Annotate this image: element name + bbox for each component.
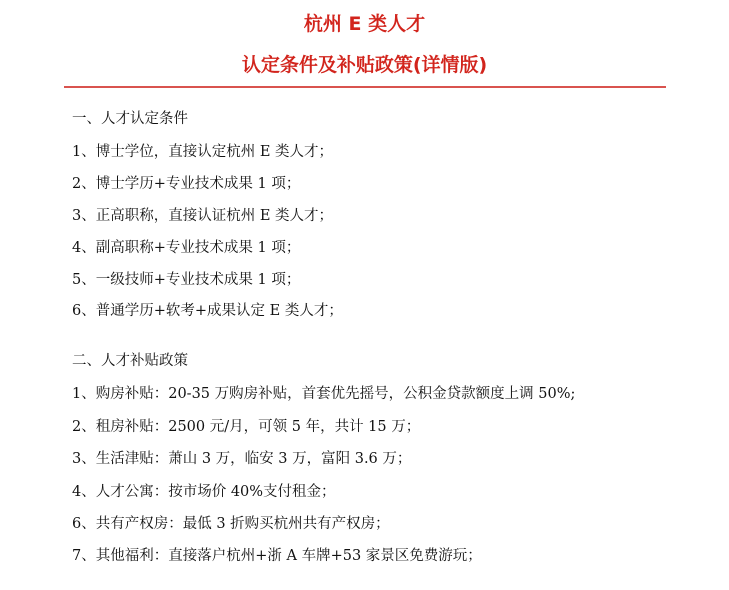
subsidy-item: 1、购房补贴：20-35 万购房补贴，首套优先摇号，公积金贷款额度上调 50%; (72, 386, 576, 402)
section-heading-subsidies: 二、人才补贴政策 (72, 353, 188, 369)
subsidy-item: 6、共有产权房：最低 3 折购买杭州共有产权房； (72, 516, 390, 532)
title-divider (64, 86, 666, 88)
subsidy-item: 7、其他福利：直接落户杭州+浙 A 车牌+53 家景区免费游玩； (72, 548, 482, 564)
subsidy-item: 4、人才公寓：按市场价 40%支付租金； (72, 484, 336, 500)
section-heading-eligibility: 一、人才认定条件 (72, 111, 188, 127)
document-subtitle: 认定条件及补贴政策(详情版) (241, 54, 488, 76)
eligibility-item: 3、正高职称，直接认证杭州 E 类人才； (72, 208, 334, 224)
subsidy-item: 2、租房补贴：2500 元/月，可领 5 年，共计 15 万； (72, 419, 421, 435)
eligibility-item: 5、一级技师+专业技术成果 1 项； (72, 272, 301, 288)
eligibility-item: 2、博士学历+专业技术成果 1 项； (72, 176, 301, 192)
document-title: 杭州 E 类人才 (303, 13, 426, 35)
subsidy-item: 3、生活津贴：萧山 3 万，临安 3 万，富阳 3.6 万； (72, 451, 412, 467)
eligibility-item: 4、副高职称+专业技术成果 1 项； (72, 240, 301, 256)
eligibility-item: 6、普通学历+软考+成果认定 E 类人才； (72, 303, 343, 319)
eligibility-item: 1、博士学位，直接认定杭州 E 类人才； (72, 144, 334, 160)
